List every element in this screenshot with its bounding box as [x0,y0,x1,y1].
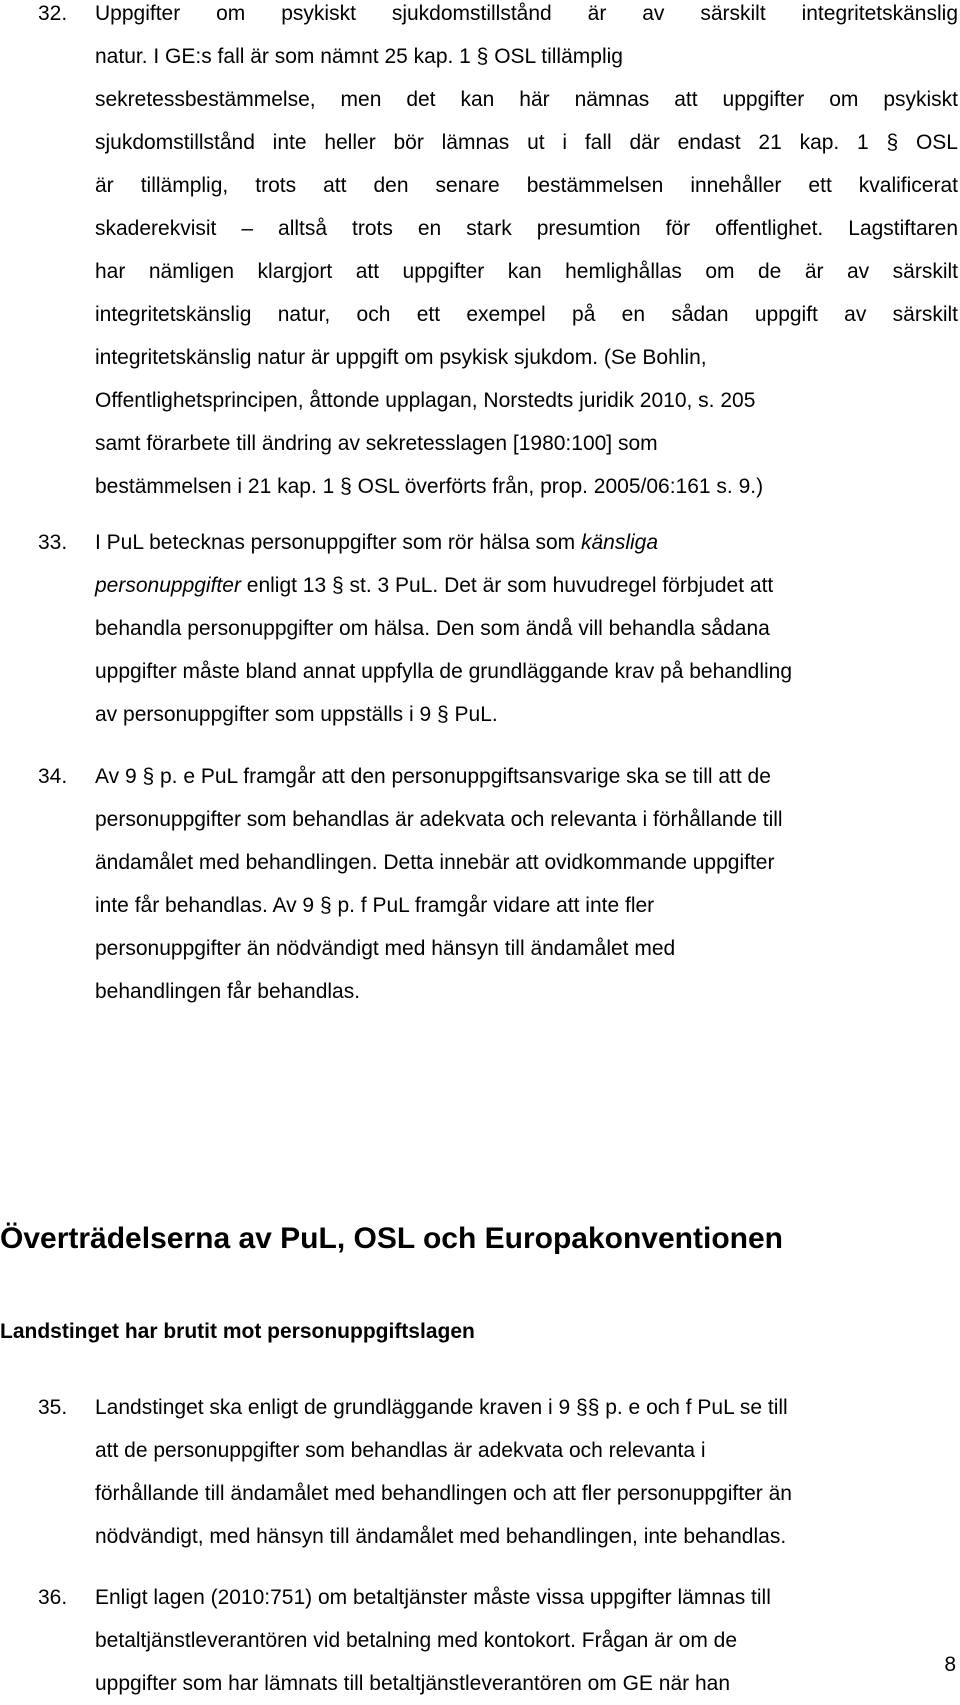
paragraph-32 [38,0,958,508]
paragraph-line: Av 9 § p. e PuL framgår att den personuppgiftsansvarige ska se till att de [95,765,771,788]
italic-term: personuppgifter [95,574,241,597]
paragraph-line: samt förarbete till ändring av sekretesslagen [1980:100] som [95,432,658,455]
paragraph-line: integritetskänslig natur är uppgift om psykisk sjukdom. (Se Bohlin, [95,346,707,369]
text-run: enligt 13 § st. 3 PuL. Det är som huvudregel förbjudet att [240,574,774,597]
paragraph-line: natur. I GE:s fall är som nämnt 25 kap. 1 § OSL tillämplig [95,45,623,68]
paragraph-line: Uppgifter om psykiskt sjukdomstillstånd är av särskilt integritetskänslig [95,2,958,25]
paragraph-line: uppgifter som har lämnats till betaltjänstleverantören om GE när han [95,1672,730,1695]
paragraph-line: har nämligen klargjort att uppgifter kan hemlighållas om de är av särskilt [95,260,958,283]
paragraph-line: är tillämplig, trots att den senare bestämmelsen innehåller ett kvalificerat [95,174,958,197]
paragraph-number: 35. [38,1396,68,1419]
paragraph-number: 34. [38,765,68,788]
paragraph-line: integritetskänslig natur, och ett exempel på en sådan uppgift av särskilt [95,303,958,326]
paragraph-line: behandla personuppgifter om hälsa. Den som ändå vill behandla sådana [95,617,770,640]
paragraph-line: behandlingen får behandlas. [95,980,361,1003]
paragraph-35 [38,1386,958,1558]
italic-term: känsliga [580,531,659,554]
paragraph-36 [38,1576,958,1705]
paragraph-line: personuppgifter som behandlas är adekvata och relevanta i förhållande till [95,808,783,831]
paragraph-line: skaderekvisit – alltså trots en stark presumtion för offentlighet. Lagstiftaren [95,217,958,240]
paragraph-number: 36. [38,1586,68,1609]
paragraph-line: Enligt lagen (2010:751) om betaltjänster måste vissa uppgifter lämnas till [95,1586,771,1609]
paragraph-line: betaltjänstleverantören vid betalning med kontokort. Frågan är om de [95,1629,738,1652]
paragraph-33 [38,521,958,736]
paragraph-line [95,564,958,607]
paragraph-body [95,521,958,736]
paragraph-line: ändamålet med behandlingen. Detta innebär att ovidkommande uppgifter [95,851,775,874]
paragraph-body [95,1576,958,1705]
paragraph-line: sjukdomstillstånd inte heller bör lämnas ut i fall där endast 21 kap. 1 § OSL [95,131,958,154]
paragraph-line: sekretessbestämmelse, men det kan här nämnas att uppgifter om psykiskt [95,88,958,111]
paragraph-body [95,755,958,1013]
paragraph-line: att de personuppgifter som behandlas är adekvata och relevanta i [95,1439,706,1462]
paragraph-line: Landstinget ska enligt de grundläggande kraven i 9 §§ p. e och f PuL se till [95,1396,788,1419]
paragraph-line: uppgifter måste bland annat uppfylla de grundläggande krav på behandling [95,660,793,683]
subsection-heading: Landstinget har brutit mot personuppgiftslagen [0,1320,475,1343]
paragraph-body [95,0,958,508]
paragraph-34 [38,755,958,1013]
paragraph-line [95,521,958,564]
paragraph-line: personuppgifter än nödvändigt med hänsyn till ändamålet med [95,937,676,960]
page-number: 8 [944,1653,956,1676]
paragraph-line: Offentlighetsprincipen, åttonde upplagan, Norstedts juridik 2010, s. 205 [95,389,756,412]
paragraph-line: inte får behandlas. Av 9 § p. f PuL framgår vidare att inte fler [95,894,655,917]
paragraph-line: bestämmelsen i 21 kap. 1 § OSL överförts från, prop. 2005/06:161 s. 9.) [95,475,764,498]
section-heading: Överträdelserna av PuL, OSL och Europakonventionen [0,1222,783,1255]
paragraph-line: nödvändigt, med hänsyn till ändamålet med behandlingen, inte behandlas. [95,1525,787,1548]
paragraph-line: av personuppgifter som uppställs i 9 § PuL. [95,703,498,726]
paragraph-line: förhållande till ändamålet med behandlingen och att fler personuppgifter än [95,1482,792,1505]
paragraph-body [95,1386,958,1558]
paragraph-number: 32. [38,2,68,25]
paragraph-number: 33. [38,531,68,554]
text-run: I PuL betecknas personuppgifter som rör hälsa som [95,531,581,554]
